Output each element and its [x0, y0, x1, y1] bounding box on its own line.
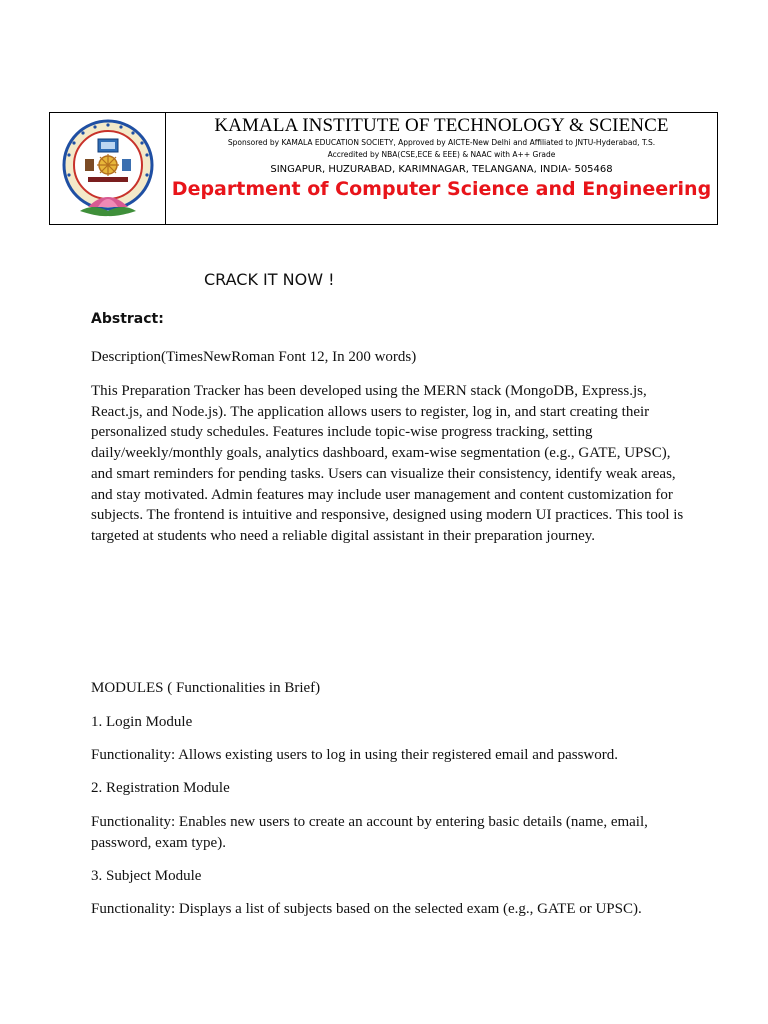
sponsor-line: Sponsored by KAMALA EDUCATION SOCIETY, Approved by AICTE-New Delhi and Affiliated to JNTU-Hyderabad, T.S.: [227, 138, 656, 147]
department-title: Department of Computer Science and Engineering: [171, 178, 712, 200]
abstract-heading: Abstract:: [91, 311, 164, 327]
description-text: This Preparation Tracker has been developed using the MERN stack (MongoDB, Express.js, React.js, and Node.js). The application allows users to register, log in, and start creating their personalized study schedules. Features include topic-wise progress tracking, setting daily/weekly/monthly goals, analytics dashboard, exam-wise segmentation (e.g., GATE, UPSC), and smart reminders for pending tasks. Users can visualize their consistency, identify weak areas, and stay motivated. Admin features may include user management and content customization for subjects. The frontend is intuitive and responsive, designed using modern UI practices. This tool is targeted at students who need a reliable digital assistant in their preparation journey.: [91, 383, 684, 544]
address-line: SINGAPUR, HUZURABAD, KARIMNAGAR, TELANGANA, INDIA- 505468: [270, 164, 613, 175]
accreditation-line: Accredited by NBA(CSE,ECE & EEE) & NAAC with A++ Grade: [327, 150, 556, 159]
institute-header: [49, 112, 718, 225]
module-title-registration: 2. Registration Module: [91, 780, 230, 796]
module-functionality-subject: Functionality: Displays a list of subjects based on the selected exam (e.g., GATE or UPSC).: [91, 901, 642, 917]
modules-heading: MODULES ( Functionalities in Brief): [91, 680, 321, 696]
institute-emblem-icon: [58, 117, 158, 221]
description-label: Description(TimesNewRoman Font 12, In 200 words): [91, 349, 417, 365]
module-title-subject: 3. Subject Module: [91, 868, 202, 884]
module-functionality-login: Functionality: Allows existing users to log in using their registered email and password.: [91, 747, 619, 763]
project-title: CRACK IT NOW !: [204, 270, 335, 289]
institute-name: KAMALA INSTITUTE OF TECHNOLOGY & SCIENCE: [214, 115, 669, 136]
module-functionality-registration: Functionality: Enables new users to create an account by entering basic details (name, email, password, exam type).: [91, 814, 648, 851]
institute-info: [166, 113, 717, 224]
module-title-login: 1. Login Module: [91, 714, 193, 730]
logo-cell: [50, 113, 166, 224]
